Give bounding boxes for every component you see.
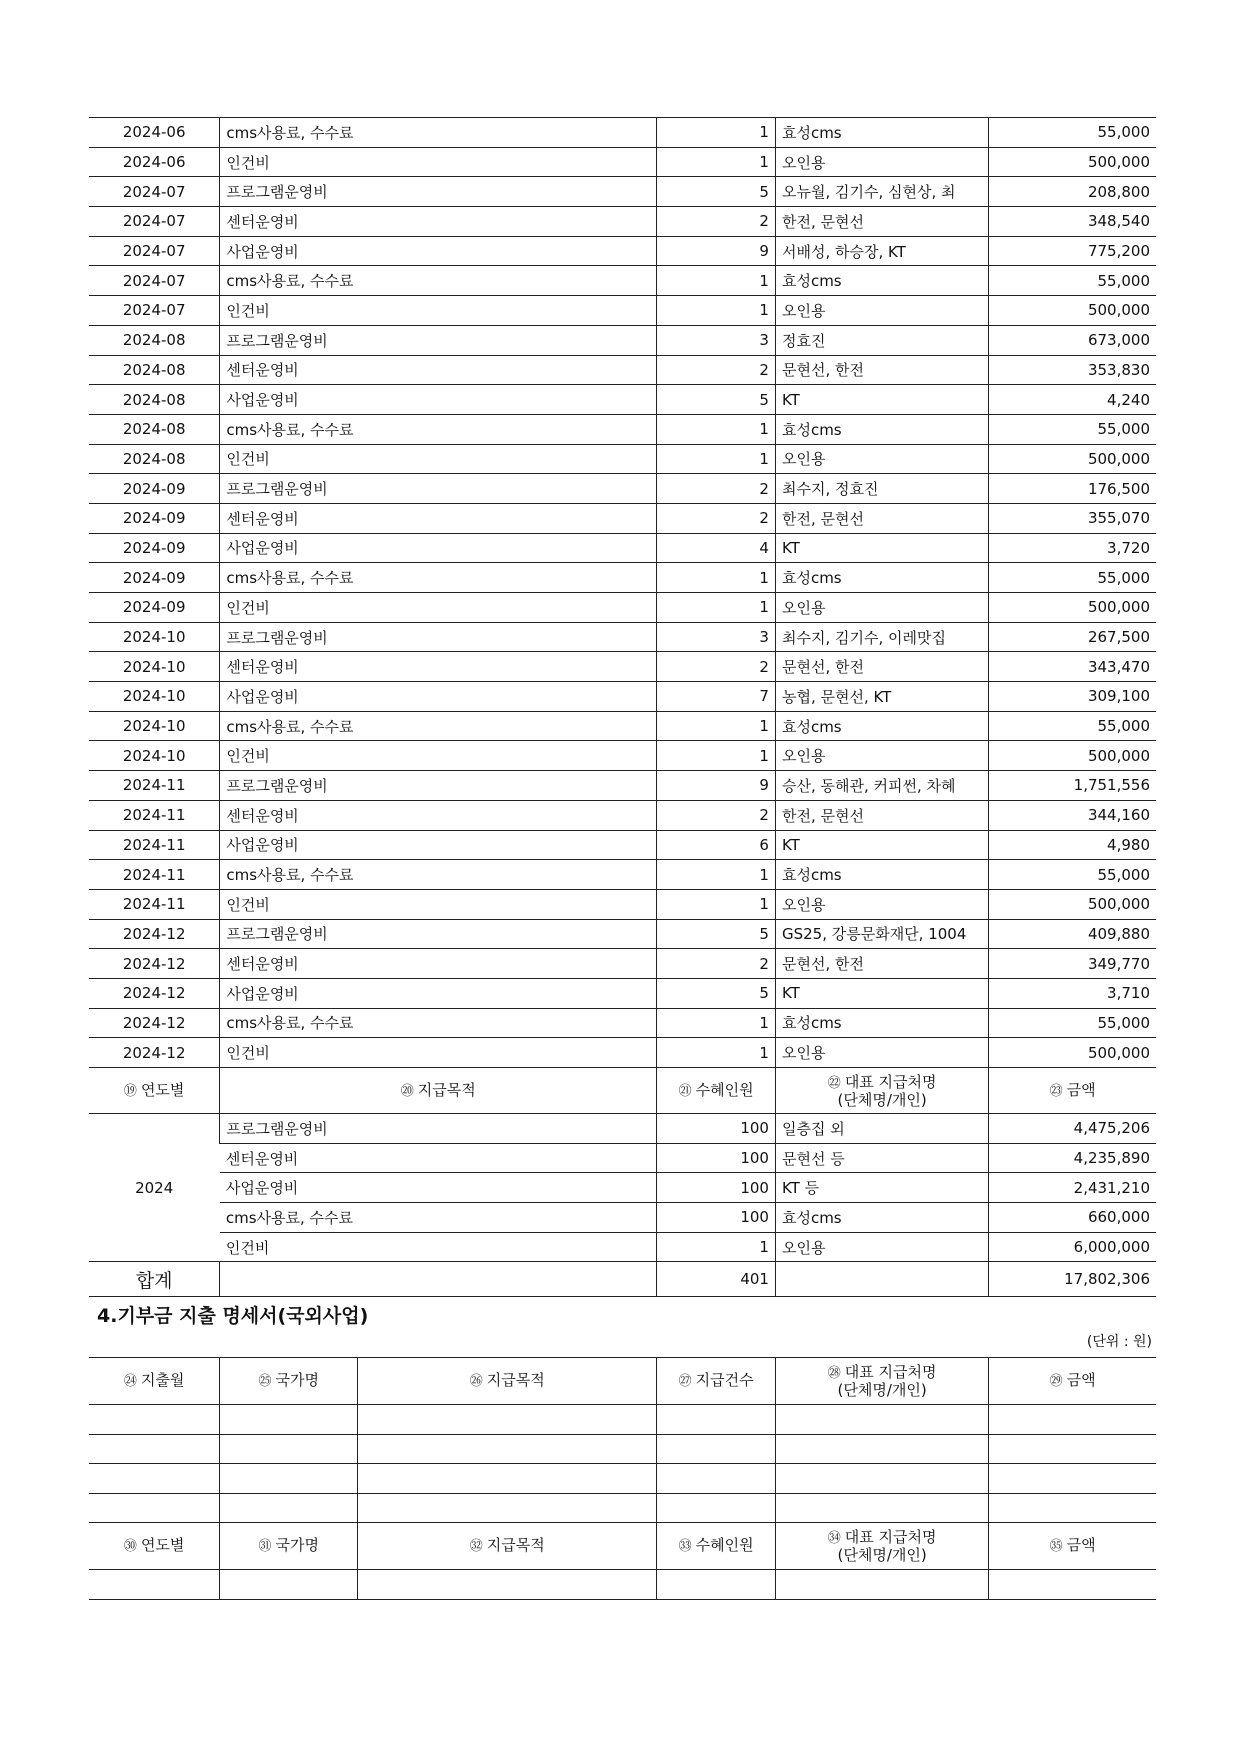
summary-count: 100 — [657, 1173, 776, 1203]
row-purpose: 인건비 — [220, 741, 657, 771]
donation-expense-table — [89, 117, 1156, 1297]
row-amount: 3,710 — [989, 978, 1156, 1008]
row-count: 1 — [657, 889, 776, 919]
row-month: 2024-06 — [89, 147, 220, 177]
row-purpose: 사업운영비 — [220, 830, 657, 860]
empty-cell — [989, 1570, 1156, 1600]
row-amount: 55,000 — [989, 711, 1156, 741]
row-purpose: 센터운영비 — [220, 355, 657, 385]
summary-purpose: 프로그램운영비 — [220, 1114, 657, 1144]
row-amount: 3,720 — [989, 533, 1156, 563]
row-recipient: 문현선, 한전 — [775, 652, 988, 682]
empty-cell — [220, 1405, 358, 1435]
row-purpose: 인건비 — [220, 1038, 657, 1068]
summary-recipient: 오인용 — [775, 1232, 988, 1262]
row-recipient: 효성cms — [775, 266, 988, 296]
row-amount: 673,000 — [989, 325, 1156, 355]
row-purpose: 인건비 — [220, 444, 657, 474]
row-month: 2024-08 — [89, 385, 220, 415]
overseas-header-cell: ㉞ 대표 지급처명 (단체명/개인) — [775, 1523, 988, 1570]
row-month: 2024-07 — [89, 236, 220, 266]
empty-cell — [358, 1493, 657, 1523]
table-row — [89, 771, 1156, 801]
row-purpose: cms사용료, 수수료 — [220, 711, 657, 741]
row-count: 5 — [657, 177, 776, 207]
overseas-header-cell: ㉛ 국가명 — [220, 1523, 358, 1570]
row-count: 2 — [657, 949, 776, 979]
table-row — [89, 503, 1156, 533]
summary-year: 2024 — [89, 1114, 220, 1262]
row-amount: 500,000 — [989, 444, 1156, 474]
row-purpose: 프로그램운영비 — [220, 177, 657, 207]
table-row — [89, 177, 1156, 207]
empty-cell — [775, 1493, 988, 1523]
table-row — [89, 533, 1156, 563]
overseas-header-cell: ㉕ 국가명 — [220, 1358, 358, 1405]
empty-cell — [89, 1405, 220, 1435]
summary-row — [89, 1232, 1156, 1262]
row-amount: 4,240 — [989, 385, 1156, 415]
row-recipient: 오뉴월, 김기수, 심현상, 최 — [775, 177, 988, 207]
row-count: 1 — [657, 266, 776, 296]
row-purpose: 프로그램운영비 — [220, 325, 657, 355]
empty-cell — [89, 1493, 220, 1523]
overseas-header-cell: ㉜ 지급목적 — [358, 1523, 657, 1570]
summary-purpose: 인건비 — [220, 1232, 657, 1262]
row-count: 2 — [657, 474, 776, 504]
row-recipient: 오인용 — [775, 889, 988, 919]
row-count: 1 — [657, 1038, 776, 1068]
empty-cell — [358, 1434, 657, 1464]
table-row — [89, 385, 1156, 415]
row-purpose: 인건비 — [220, 296, 657, 326]
table-row — [89, 266, 1156, 296]
total-empty-cell — [220, 1262, 657, 1297]
row-count: 2 — [657, 207, 776, 237]
table-row — [89, 652, 1156, 682]
overseas-header-cell: ㉝ 수혜인원 — [657, 1523, 776, 1570]
row-purpose: 인건비 — [220, 593, 657, 623]
row-amount: 409,880 — [989, 919, 1156, 949]
row-month: 2024-11 — [89, 771, 220, 801]
row-count: 2 — [657, 652, 776, 682]
row-count: 1 — [657, 1008, 776, 1038]
row-count: 7 — [657, 682, 776, 712]
row-month: 2024-08 — [89, 355, 220, 385]
row-amount: 500,000 — [989, 593, 1156, 623]
overseas-header-cell: ㉘ 대표 지급처명 (단체명/개인) — [775, 1358, 988, 1405]
row-purpose: cms사용료, 수수료 — [220, 860, 657, 890]
overseas-header-cell: ㉙ 금액 — [989, 1358, 1156, 1405]
table-row — [89, 711, 1156, 741]
empty-cell — [89, 1570, 220, 1600]
summary-count: 100 — [657, 1114, 776, 1144]
row-month: 2024-12 — [89, 949, 220, 979]
row-purpose: 센터운영비 — [220, 503, 657, 533]
row-month: 2024-08 — [89, 325, 220, 355]
row-month: 2024-12 — [89, 1038, 220, 1068]
row-count: 1 — [657, 414, 776, 444]
overseas-empty-row — [89, 1464, 1156, 1494]
row-amount: 267,500 — [989, 622, 1156, 652]
summary-purpose: 센터운영비 — [220, 1143, 657, 1173]
row-purpose: 프로그램운영비 — [220, 919, 657, 949]
header-recipient: ㉒ 대표 지급처명 (단체명/개인) — [775, 1068, 988, 1114]
empty-cell — [775, 1434, 988, 1464]
row-count: 1 — [657, 593, 776, 623]
row-count: 1 — [657, 147, 776, 177]
row-recipient: 효성cms — [775, 711, 988, 741]
row-month: 2024-09 — [89, 474, 220, 504]
total-label: 합계 — [89, 1262, 220, 1297]
row-month: 2024-10 — [89, 622, 220, 652]
document-page — [89, 117, 1156, 1600]
row-amount: 55,000 — [989, 266, 1156, 296]
overseas-empty-row — [89, 1570, 1156, 1600]
overseas-header-row — [89, 1523, 1156, 1570]
row-amount: 355,070 — [989, 503, 1156, 533]
row-month: 2024-09 — [89, 593, 220, 623]
row-recipient: 오인용 — [775, 1038, 988, 1068]
table-row — [89, 741, 1156, 771]
row-amount: 775,200 — [989, 236, 1156, 266]
table-row — [89, 236, 1156, 266]
row-purpose: 프로그램운영비 — [220, 474, 657, 504]
empty-cell — [657, 1434, 776, 1464]
summary-count: 1 — [657, 1232, 776, 1262]
table-row — [89, 414, 1156, 444]
row-recipient: 효성cms — [775, 1008, 988, 1038]
row-amount: 343,470 — [989, 652, 1156, 682]
summary-purpose: 사업운영비 — [220, 1173, 657, 1203]
total-row — [89, 1262, 1156, 1297]
empty-cell — [358, 1570, 657, 1600]
row-recipient: 승산, 동해관, 커피썬, 차혜 — [775, 771, 988, 801]
empty-cell — [989, 1464, 1156, 1494]
table-row — [89, 919, 1156, 949]
row-count: 4 — [657, 533, 776, 563]
overseas-expense-table — [89, 1357, 1156, 1600]
overseas-header-row — [89, 1358, 1156, 1405]
row-month: 2024-10 — [89, 682, 220, 712]
empty-cell — [657, 1570, 776, 1600]
summary-recipient: 문현선 등 — [775, 1143, 988, 1173]
overseas-body — [89, 1358, 1156, 1600]
row-count: 3 — [657, 622, 776, 652]
header-amount: ㉓ 금액 — [989, 1068, 1156, 1114]
header-year: ⑲ 연도별 — [89, 1068, 220, 1114]
row-month: 2024-10 — [89, 741, 220, 771]
overseas-header-cell: ㉚ 연도별 — [89, 1523, 220, 1570]
row-purpose: 인건비 — [220, 889, 657, 919]
row-recipient: GS25, 강릉문화재단, 1004 — [775, 919, 988, 949]
row-month: 2024-10 — [89, 652, 220, 682]
header-beneficiaries: ㉑ 수혜인원 — [657, 1068, 776, 1114]
row-recipient: 효성cms — [775, 860, 988, 890]
table-row — [89, 444, 1156, 474]
row-recipient: 한전, 문현선 — [775, 207, 988, 237]
empty-cell — [775, 1405, 988, 1435]
row-recipient: 최수지, 김기수, 이레맛집 — [775, 622, 988, 652]
row-count: 3 — [657, 325, 776, 355]
row-amount: 344,160 — [989, 800, 1156, 830]
row-amount: 500,000 — [989, 741, 1156, 771]
row-count: 1 — [657, 118, 776, 148]
row-amount: 55,000 — [989, 860, 1156, 890]
row-amount: 176,500 — [989, 474, 1156, 504]
row-purpose: cms사용료, 수수료 — [220, 563, 657, 593]
row-amount: 500,000 — [989, 889, 1156, 919]
empty-cell — [220, 1493, 358, 1523]
row-amount: 208,800 — [989, 177, 1156, 207]
row-count: 1 — [657, 296, 776, 326]
empty-cell — [989, 1434, 1156, 1464]
empty-cell — [657, 1464, 776, 1494]
row-purpose: cms사용료, 수수료 — [220, 414, 657, 444]
row-count: 2 — [657, 503, 776, 533]
row-purpose: 사업운영비 — [220, 236, 657, 266]
table-row — [89, 622, 1156, 652]
row-count: 1 — [657, 741, 776, 771]
summary-recipient: KT 등 — [775, 1173, 988, 1203]
table-row — [89, 147, 1156, 177]
row-month: 2024-12 — [89, 1008, 220, 1038]
overseas-empty-row — [89, 1434, 1156, 1464]
summary-section — [89, 1068, 1156, 1297]
row-recipient: 효성cms — [775, 414, 988, 444]
table-row — [89, 207, 1156, 237]
row-count: 9 — [657, 771, 776, 801]
row-month: 2024-09 — [89, 533, 220, 563]
table-row — [89, 325, 1156, 355]
row-month: 2024-12 — [89, 919, 220, 949]
summary-row — [89, 1173, 1156, 1203]
row-recipient: 오인용 — [775, 147, 988, 177]
empty-cell — [989, 1405, 1156, 1435]
row-month: 2024-07 — [89, 296, 220, 326]
overseas-header-cell: ㉗ 지급건수 — [657, 1358, 776, 1405]
row-recipient: 한전, 문현선 — [775, 800, 988, 830]
summary-count: 100 — [657, 1203, 776, 1233]
row-amount: 500,000 — [989, 1038, 1156, 1068]
row-count: 1 — [657, 444, 776, 474]
empty-cell — [358, 1405, 657, 1435]
header-purpose: ⑳ 지급목적 — [220, 1068, 657, 1114]
table-row — [89, 118, 1156, 148]
row-purpose: 프로그램운영비 — [220, 622, 657, 652]
summary-row — [89, 1114, 1156, 1144]
empty-cell — [220, 1434, 358, 1464]
row-count: 1 — [657, 860, 776, 890]
overseas-header-cell: ㉖ 지급목적 — [358, 1358, 657, 1405]
row-amount: 55,000 — [989, 118, 1156, 148]
row-month: 2024-06 — [89, 118, 220, 148]
row-recipient: 효성cms — [775, 118, 988, 148]
unit-label: (단위 : 원) — [1086, 1334, 1152, 1351]
row-purpose: cms사용료, 수수료 — [220, 266, 657, 296]
total-amount: 17,802,306 — [989, 1262, 1156, 1297]
overseas-empty-row — [89, 1405, 1156, 1435]
row-count: 2 — [657, 355, 776, 385]
table-row — [89, 889, 1156, 919]
empty-cell — [220, 1570, 358, 1600]
row-amount: 1,751,556 — [989, 771, 1156, 801]
row-count: 9 — [657, 236, 776, 266]
overseas-empty-row — [89, 1493, 1156, 1523]
row-month: 2024-10 — [89, 711, 220, 741]
row-recipient: KT — [775, 533, 988, 563]
row-month: 2024-07 — [89, 266, 220, 296]
row-recipient: 한전, 문현선 — [775, 503, 988, 533]
row-amount: 309,100 — [989, 682, 1156, 712]
row-count: 2 — [657, 800, 776, 830]
empty-cell — [657, 1493, 776, 1523]
table-row — [89, 593, 1156, 623]
row-count: 5 — [657, 385, 776, 415]
row-recipient: 효성cms — [775, 563, 988, 593]
empty-cell — [220, 1464, 358, 1494]
table-row — [89, 1008, 1156, 1038]
empty-cell — [775, 1464, 988, 1494]
row-recipient: KT — [775, 385, 988, 415]
total-empty-cell — [775, 1262, 988, 1297]
table-row — [89, 296, 1156, 326]
row-amount: 4,980 — [989, 830, 1156, 860]
row-count: 1 — [657, 563, 776, 593]
row-purpose: 사업운영비 — [220, 978, 657, 1008]
row-purpose: 센터운영비 — [220, 207, 657, 237]
table-row — [89, 355, 1156, 385]
row-month: 2024-08 — [89, 414, 220, 444]
row-recipient: 농협, 문현선, KT — [775, 682, 988, 712]
row-month: 2024-12 — [89, 978, 220, 1008]
row-count: 5 — [657, 919, 776, 949]
row-count: 6 — [657, 830, 776, 860]
row-amount: 55,000 — [989, 563, 1156, 593]
summary-amount: 4,475,206 — [989, 1114, 1156, 1144]
row-month: 2024-11 — [89, 830, 220, 860]
row-purpose: 센터운영비 — [220, 949, 657, 979]
row-recipient: 오인용 — [775, 444, 988, 474]
row-count: 1 — [657, 711, 776, 741]
summary-row — [89, 1203, 1156, 1233]
summary-row — [89, 1143, 1156, 1173]
row-purpose: cms사용료, 수수료 — [220, 118, 657, 148]
summary-recipient: 일층집 외 — [775, 1114, 988, 1144]
row-month: 2024-11 — [89, 800, 220, 830]
summary-count: 100 — [657, 1143, 776, 1173]
table-row — [89, 682, 1156, 712]
table-row — [89, 800, 1156, 830]
total-count: 401 — [657, 1262, 776, 1297]
row-month: 2024-08 — [89, 444, 220, 474]
row-purpose: 센터운영비 — [220, 800, 657, 830]
row-amount: 55,000 — [989, 1008, 1156, 1038]
row-month: 2024-07 — [89, 177, 220, 207]
row-purpose: cms사용료, 수수료 — [220, 1008, 657, 1038]
row-recipient: 오인용 — [775, 593, 988, 623]
row-purpose: 사업운영비 — [220, 682, 657, 712]
row-recipient: 문현선, 한전 — [775, 949, 988, 979]
row-recipient: 최수지, 정효진 — [775, 474, 988, 504]
row-month: 2024-09 — [89, 563, 220, 593]
row-month: 2024-09 — [89, 503, 220, 533]
row-amount: 55,000 — [989, 414, 1156, 444]
table-row — [89, 474, 1156, 504]
row-amount: 348,540 — [989, 207, 1156, 237]
empty-cell — [89, 1464, 220, 1494]
row-purpose: 인건비 — [220, 147, 657, 177]
summary-purpose: cms사용료, 수수료 — [220, 1203, 657, 1233]
empty-cell — [775, 1570, 988, 1600]
row-amount: 500,000 — [989, 296, 1156, 326]
row-recipient: 오인용 — [775, 741, 988, 771]
row-recipient: 문현선, 한전 — [775, 355, 988, 385]
row-recipient: KT — [775, 830, 988, 860]
row-month: 2024-11 — [89, 889, 220, 919]
row-purpose: 사업운영비 — [220, 533, 657, 563]
table-row — [89, 830, 1156, 860]
row-recipient: KT — [775, 978, 988, 1008]
row-purpose: 사업운영비 — [220, 385, 657, 415]
empty-cell — [89, 1434, 220, 1464]
row-month: 2024-07 — [89, 207, 220, 237]
summary-recipient: 효성cms — [775, 1203, 988, 1233]
summary-amount: 6,000,000 — [989, 1232, 1156, 1262]
table-row — [89, 1038, 1156, 1068]
row-recipient: 오인용 — [775, 296, 988, 326]
empty-cell — [358, 1464, 657, 1494]
row-purpose: 센터운영비 — [220, 652, 657, 682]
detail-rows — [89, 118, 1156, 1068]
empty-cell — [989, 1493, 1156, 1523]
row-amount: 349,770 — [989, 949, 1156, 979]
row-recipient: 정효진 — [775, 325, 988, 355]
overseas-header-cell: ㉔ 지출월 — [89, 1358, 220, 1405]
row-count: 5 — [657, 978, 776, 1008]
row-month: 2024-11 — [89, 860, 220, 890]
empty-cell — [657, 1405, 776, 1435]
overseas-header-cell: ㉟ 금액 — [989, 1523, 1156, 1570]
row-recipient: 서배성, 하승장, KT — [775, 236, 988, 266]
row-amount: 500,000 — [989, 147, 1156, 177]
row-purpose: 프로그램운영비 — [220, 771, 657, 801]
summary-header-row — [89, 1068, 1156, 1114]
row-amount: 353,830 — [989, 355, 1156, 385]
summary-amount: 660,000 — [989, 1203, 1156, 1233]
summary-amount: 2,431,210 — [989, 1173, 1156, 1203]
table-row — [89, 860, 1156, 890]
table-row — [89, 978, 1156, 1008]
table-row — [89, 949, 1156, 979]
table-row — [89, 563, 1156, 593]
section-title: 4.기부금 지출 명세서(국외사업) — [97, 1305, 369, 1328]
summary-amount: 4,235,890 — [989, 1143, 1156, 1173]
